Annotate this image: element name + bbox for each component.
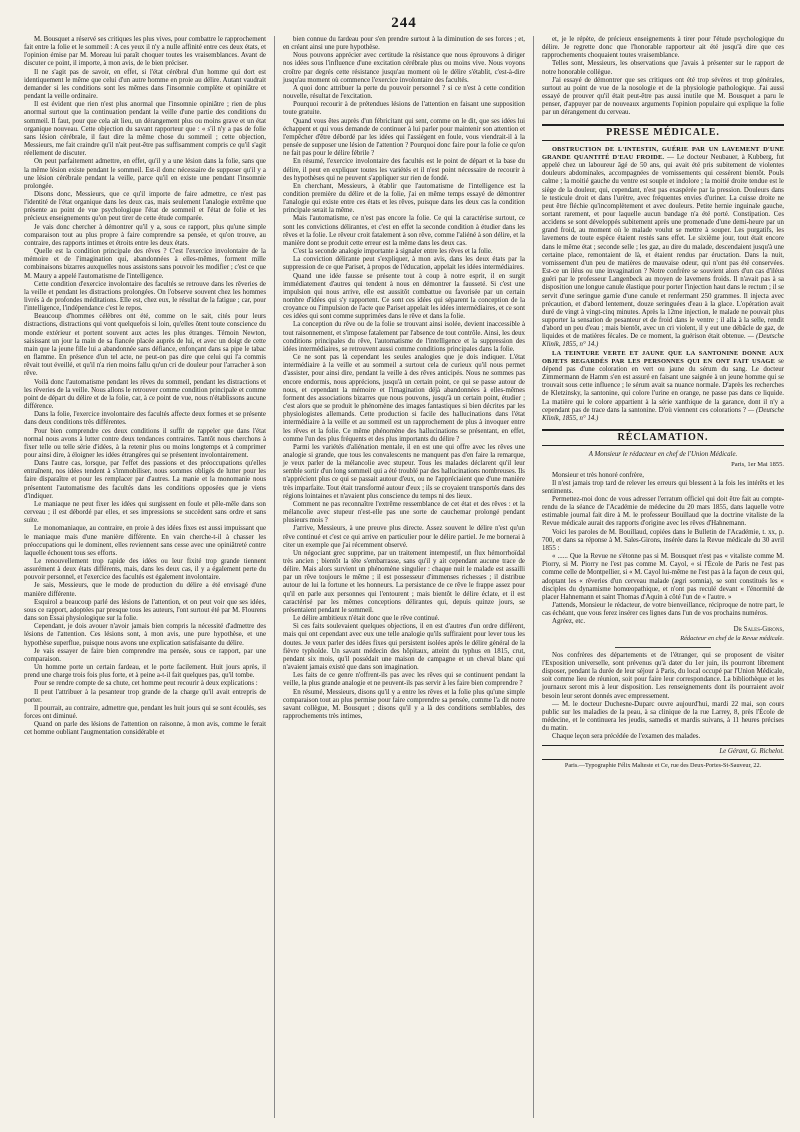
press-item-text: se dépend pas d'une coloration en vert ou jaune du sérum du sang. Le docteur Zimmermann de Hamm s'en est assuré en faisant une saignée à un jeune homme qui se trouvait sous cette influence ; le sérum avait sa nuance normale. D'après les recherches de Kletzinsky, la santonine, qui colore l'urine en orange, ne passe pas dans ce liquide. La matière qui le colore appartient à la série xanthique de la garance, dont il n'y a cependant pas de trace dans la santonine. D'où viennent ces colorations ? bbox=[542, 357, 784, 414]
paragraph: Je vais donc chercher à démontrer qu'il y a, sous ce rapport, plus qu'une simple comparaison tout au plus propre à faire comprendre sa pensée, et qu'on trouve, au contraire, des rapports intimes et étroits entre les deux états. bbox=[24, 223, 266, 247]
column-2 bbox=[274, 36, 525, 1118]
divider bbox=[615, 647, 712, 648]
letter-paragraph: Il n'est jamais trop tard de relever les erreurs qui blessent à la fois les intérêts et les sentiments. bbox=[542, 479, 784, 495]
letter-paragraph: « ...... Que la Revue ne s'étonne pas si M. Bousquet n'est pas « vitaliste comme M. Piorry, si M. Piorry ne l'est pas comme M. Cayol, « si l'École de Paris ne l'est pas comme celle de Montpellier, si « M. Cayol lui-même ne l'est pas à la façon de ceux qui, adoptant les « rêveries d'un cerveau malade (ægri somnia), se sont constitués les « disciples du dynamisme homœopathique, et n'ont pas reculé devant « l'énormité de placer Hahnemann et saint Thomas d'Aquin à côté l'un de « l'autre. » bbox=[542, 553, 784, 601]
press-item-heading: OBSTRUCTION DE L'INTESTIN, GUÉRIE PAR UN LAVEMENT D'UNE GRANDE QUANTITÉ D'EAU FROIDE. bbox=[542, 145, 784, 161]
paragraph: C'est la seconde analogie importante à signaler entre les rêves et la folie. bbox=[293, 248, 493, 256]
signature-role: Rédacteur en chef de la Revue médicale. bbox=[680, 634, 784, 642]
paragraph: Ce ne sont pas là cependant les seules analogies que je dois indiquer. L'état intermédiaire à la veille et au sommeil a surtout cela de curieux qu'il nous permet d'assister, pour ainsi dire, pendant la veille à des rêves anticipés. Nous ne sommes pas encore endormis, nous apprécions, jusqu'à un certain point, ce qui se passe autour de nous, et cependant la mémoire et l'imagination déjà abandonnées à elles-mêmes forment des associations bizarres que nous pouvons, jusqu'à un certain point, étudier ; c'est alors que se produit le phénomène des images fantastiques si bien décrites par les physiologistes allemands. Cette production si facile des hallucinations dans l'état intermédiaire à la veille et au sommeil est un rapprochement de plus à invoquer entre les rêves et la folie. Ce même phénomène des hallucinations se présentant, en effet, comme l'un des plus fréquents et des plus importants du délire ? bbox=[283, 354, 525, 443]
paragraph: Le renouvellement trop rapide des idées ou leur fixité trop grande tiennent assurément à deux états différents, mais, dans les deux cas, il y a également perte du pouvoir personnel, et l'exercice des facultés est également involontaire. bbox=[24, 558, 266, 582]
letter-date: Paris, 1er Mai 1855. bbox=[731, 461, 784, 469]
paragraph: bien connue du fardeau pour s'en prendre surtout à la diminution de ses forces ; et, en créant ainsi une pure hypothèse. bbox=[283, 36, 525, 52]
press-item-source: — (Deutsche Klinik, 1855, n° 14.) bbox=[542, 333, 784, 349]
paragraph: Voilà donc l'automatisme pendant les rêves du sommeil, pendant les distractions et les rêveries de la veille. Nous allons le retrouver comme condition principale et comme point de départ du délire et de la folie, car, à ce point de vue, nous n'établissons aucune différence. bbox=[24, 378, 266, 411]
press-item-heading: LA TEINTURE VERTE ET JAUNE QUE LA SANTONINE DONNE AUX OBJETS REGARDÉS PAR LES PERSONNES QUI EN ONT FAIT USAGE bbox=[542, 349, 784, 365]
paragraph: J'ai essayé de démontrer que ses critiques ont été trop sévères et trop générales, surtout au point de vue de la nosologie et de la physiologie pathologique. J'ai aussi essayé de prouver qu'il était peut-être pas aussi inutile que M. Bousquet a paru le penser, d'appuyer par de nouveaux arguments l'opinion populaire qui explique la folie par un dérangement du cerveau. bbox=[542, 76, 784, 117]
paragraph: Un négociant grec supprime, par un traitement intempestif, un flux hémorrhoïdal très ancien ; bientôt la tête s'embarrasse, sans qu'il y ait cependant aucune trace de délire. Mais alors survient un phénomène singulier : chaque nuit le malade est assailli par un rêve toujours le même ; il est possesseur d'immenses richesses ; il distribue autour de lui la fortune et les honneurs. La persistance de ce rêve le frappe assez pour qu'il en parle aux personnes qui l'entourent ; mais bientôt le délire éclate, et il est caractérisé par les mêmes conceptions délirantes qui, depuis quinze jours, se présentaient pendant le sommeil. bbox=[283, 549, 525, 614]
paragraph: Quand vous êtes auprès d'un fébricitant qui sent, comme on le dit, que ses idées lui échappent et qui vous demande de continuer à lui parler pour maintenir son attention et l'empêcher d'être débordé par les idées qui l'assiègent en foule, vous viendrait-il à la pensée de supposer une lésion de l'attention ? Pourquoi donc faire pour la folie ce qu'on ne fait pas pour le délire fébrile ? bbox=[283, 117, 525, 158]
press-item bbox=[542, 350, 784, 423]
paragraph: Le maniaque ne peut fixer les idées qui surgissent en foule et pêle-mêle dans son cerveau ; il est débordé par elles, et ses impressions se succèdent sans ordre et sans suite. bbox=[24, 500, 266, 525]
paragraph: A quoi donc attribuer la perte du pouvoir personnel ? si ce n'est à cette condition nouvelle, résultat de l'excitation. bbox=[283, 84, 525, 101]
press-item-source: — (Deutsche Klinik, 1855, n° 14.) bbox=[542, 406, 784, 422]
paragraph: Il peut l'attribuer à la pesanteur trop grande de la charge qu'il avait entrepris de porter. bbox=[24, 688, 266, 704]
letter-paragraph: J'attends, Monsieur le rédacteur, de votre bienveillance, réciproque de notre part, le cas échéant, que vous ferez insérer ces lignes dans l'un de vos prochains numéros. bbox=[542, 602, 784, 618]
paragraph: Dans la folie, l'exercice involontaire des facultés affecte deux formes et se présente dans deux conditions très différentes. bbox=[24, 411, 266, 427]
column-3-intro bbox=[542, 36, 784, 118]
paragraph: En cherchant, Messieurs, à établir que l'automatisme de l'intelligence est la condition première du délire et de la folie, j'ai en même temps essayé de démontrer l'analogie qui existe entre ces états et les rêves, puisque dans les deux cas la condition principale serait la même. bbox=[283, 182, 525, 215]
notice-paragraph: — M. le docteur Duchesne-Duparc ouvre aujourd'hui, mardi 22 mai, son cours public sur les maladies de la peau, à sa clinique de la rue Larrey, 8, près l'École de médecine, et le continuera les jeudis, samedis et mardis suivans, à 11 heures précises du matin. bbox=[542, 700, 784, 733]
imprint-line: Paris.—Typographie Félix Malteste et Ce, rue des Deux-Portes-St-Sauveur, 22. bbox=[542, 759, 784, 770]
paragraph: J'arrive, Messieurs, à une preuve plus directe. Assez souvent le délire n'est qu'un rêve continué et c'est ce qui arrive en particulier pour le délire partiel. Je me bornerai à citer un exemple que j'ai récemment observé. bbox=[283, 525, 525, 549]
letter-body bbox=[542, 472, 784, 627]
press-item-text: — Le docteur Neubauer, à Kubberg, fut appelé chez un laboureur âgé de 50 ans, qui avait été pris subitement de violentes douleurs abdominales, accompagnées de vomissements qui cessèrent bientôt. Pouls calme ; la moitié gauche du ventre est souple et indolore ; la moitié droite tendue est le siège de la douleur, qui, cependant, n'est pas exaspérée par la pression. Douleurs dans le testicule droit et dans l'urètre, avec fréquentes envies d'uriner. La cuisse droite ne peut être fléchie qu'incomplètement et avec douleurs. Petite hernie inguinale gauche, sortant rarement, et pour laquelle aucun bandage n'a été porté. Constipation. Ces accidens se sont développés subitement après une promenade d'une demi-heure par un grand froid, au moment où le malade voulut se mettre à souper. Les purgatifs, les lavemens de toute espèce étaient restés sans effet. Le sixième jour, tout était encore dans le même état ; seconde selle ; les gaz, au dire du malade, descendaient jusqu'à une certaine place, remontaient de là, et étaient rendus par éructation. Dans la nuit, vomissement d'un peu de matières de mauvaise odeur, qui n'ont pas été conservées. Est-ce un iléus ou une invagination ? Notre confrère se souvient alors d'un cas d'iléus guéri par le professeur Langenbeck au moyen de lavemens froids. Il n'avait pas à sa disposition une longue canule élastique pour porter l'injection haut dans le rectum ; il se servit d'une seringue garnie d'une canule et renfermant 250 grammes. Il injecta avec précaution, et d'abord lentement, douze seringuées d'eau à la glace. L'opération avait duré de vingt à vingt-cinq minutes. Après la 12me injection, le malade ne pouvait plus supporter la sensation de pesanteur et de froid dans le ventre ; il alla à la selle, rendit d'abord un peu d'eau ; mais bientôt, avec un cri violent, il y eut une débâcle de gaz, de liquides et de matières fécales. De ce moment, la guérison était obtenue. bbox=[542, 153, 784, 341]
paragraph: On peut parfaitement admettre, en effet, qu'il y a une lésion dans la folie, sans que la même lésion existe pendant le sommeil. Est-il donc nécessaire de supposer qu'il y a une lésion cérébrale pendant la veille, parce qu'il en existe une pendant l'insomnie prolongée. bbox=[24, 158, 266, 190]
closing-notices bbox=[542, 652, 784, 742]
paragraph: En résumé, Messieurs, disons qu'il y a entre les rêves et la folie plus qu'une simple comparaison tout au plus permise pour faire comprendre sa pensée, comme l'a dit notre savant collègue, M. Bousquet ; disons qu'il y a là des conditions semblables, des rapprochements très intimes, bbox=[283, 688, 525, 720]
paragraph: La conception du rêve ou de la folie se trouvant ainsi isolée, devient inaccessible à tout raisonnement, et s'impose fatalement par l'absence de tout contrôle. Ainsi, les deux conditions principales du rêve, l'automatisme de l'intelligence et la suppression des idées intermédiaires, se retrouvent aussi comme conditions principales dans la folie. bbox=[283, 321, 525, 353]
paragraph: Un homme porte un certain fardeau, et le porte facilement. Huit jours après, il prend une charge trois fois plus forte, et à peine a-t-il fait quelques pas, qu'il tombe. bbox=[24, 664, 266, 680]
paragraph: Quand on parle des lésions de l'attention on raisonne, à mon avis, comme le ferait cet homme oubliant l'augmentation considérable et bbox=[24, 721, 266, 737]
paragraph: Telles sont, Messieurs, les observations que j'avais à présenter sur le rapport de notre honorable collègue. bbox=[542, 60, 784, 76]
paragraph: Le délire ambitieux n'était donc que le rêve continué. bbox=[293, 615, 440, 623]
paragraph: M. Bousquet a réservé ses critiques les plus vives, pour combattre le rapprochement fait entre la folie et le sommeil : A ces yeux il n'y a nulle affinité entre ces deux états, et l'opinion émise par M. Moreau lui paraît choquer toutes les vraisemblances. Avant de discuter ce point, il importe, à mon avis, de le bien préciser. bbox=[24, 36, 266, 68]
paragraph: et, je le répète, de précieux enseignements à tirer pour l'étude psychologique du délire. Je regrette donc que l'honorable rapporteur ait été jusqu'à dire que ces rapprochements choquaient toutes vraisemblance. bbox=[542, 36, 784, 60]
paragraph: Dans l'autre cas, lorsque, par l'effet des passions et des préoccupations qu'elles entraînent, nos idées tendent à s'immobiliser, nous sommes obligés de lutter pour les faire disparaître et pour les remplacer par d'autres. La manie et la monomanie nous présentent l'automatisme des facultés dans les conditions opposées que je viens d'indiquer. bbox=[24, 460, 266, 500]
paragraph: Les faits de ce genre n'offrent-ils pas avec les rêves qui se continuent pendant la veille, la plus grande analogie et ne peuvent-ils pas servir à les faire bien comprendre ? bbox=[283, 672, 525, 688]
paragraph: Pour bien comprendre ces deux conditions il suffit de rappeler que dans l'état normal nous avons à lutter contre deux tendances contraires. Tantôt nous cherchons à fixer telle ou telle série d'idées, à la retenir plus ou moins longtemps et à comprimer pour ainsi dire, à éloigner les idées étrangères qui se présentent involontairement. bbox=[24, 427, 266, 459]
paragraph: Esquirol a beaucoup parlé des lésions de l'attention, et on peut voir que ses idées, sous ce rapport, adoptées par presque tous les auteurs, l'ont surtout été par M. Flourens dans son Essai physiologique sur la folie. bbox=[24, 598, 266, 623]
letter-paragraph: Permettez-moi donc de vous adresser l'erratum officiel qui doit être fait au compte-rendu de la séance de l'Académie de médecine du 20 mars 1855, dans laquelle votre estimable journal fait dire à M. le professeur Bouillaud que la doctrine vitaliste de la Revue médicale aurait des rapports d'origine avec les rêves d'Hahnemann. bbox=[542, 495, 784, 528]
signature: Dr Sales-Girons, bbox=[733, 626, 784, 634]
paragraph: Pourquoi recourir à de prétendues lésions de l'attention en faisant une supposition toute gratuite. bbox=[283, 101, 525, 117]
gerant-line: Le Gérant, G. Richelot. bbox=[542, 745, 784, 756]
letter-heading: A Monsieur le rédacteur en chef de l'Union Médicale. bbox=[588, 451, 738, 459]
paragraph: Si ces faits soulevaient quelques objections, il en est d'autres d'un ordre différent, mais qui ont cependant avec eux une telle analogie qu'ils suffiraient pour lever tous les doutes. Je veux parler des idées fixes qui persistent isolées après le délire général de la fièvre typhoïde. Un savant médecin des hôpitaux, atteint du typhus en 1815, crut, pendant six mois, qu'il possédait une maison de campagne et un cheval blanc qui n'avaient jamais existé que dans son imagination. bbox=[283, 623, 525, 672]
paragraph: Il est évident que rien n'est plus anormal que l'insomnie opiniâtre ; rien de plus anormal surtout que la continuation pendant la veille d'une partie des conditions du sommeil. Il faut, pour que cela ait lieu, un dérangement plus ou moins grave et un état organique nouveau. Cette objection du savant rapporteur que : « s'il n'y a pas de folie sans lésion cérébrale, il faut dire la même chose du sommeil ; cette objection, Messieurs, me fait craindre qu'il n'ait peut-être pas suffisamment compris ce qu'il s'agit réellement de discuter. bbox=[24, 101, 266, 158]
letter-paragraph: Voici les paroles de M. Bouillaud, copiées dans le Bulletin de l'Académie, t. xx, p. 700, et dans sa réponse à M. Sales-Girons, insérée dans la Revue médicale du 30 avril 1855 : bbox=[542, 528, 784, 552]
paragraph: Beaucoup d'hommes célèbres ont été, comme on le sait, cités pour leurs distractions, distractions qui vont quelquefois si loin, qu'elles ôtent toute conscience du monde extérieur et portent souvent aux actes les plus étranges. Témoin Newton, saisissant un jour la main de sa fiancée placée auprès de lui, et avec un doigt de cette main que la jeune fille lui a abandonnée sans défiance, enfonçant dans sa pipe le tabac en flamme. En présence d'un tel acte, ne peut-on pas dire que celui qui l'a commis rêvait tout éveillé, et qu'il n'a rien moins fallu qu'un cri de douleur pour l'arracher à son rêve. bbox=[24, 313, 266, 378]
paragraph: Je vais essayer de faire bien comprendre ma pensée, sous ce rapport, par une comparaison. bbox=[24, 647, 266, 663]
paragraph: Mais l'automatisme, ce n'est pas encore la folie. Ce qui la caractérise surtout, ce sont les convictions délirantes, et c'est en effet la seconde condition à étudier dans les rêves et la folie. Le rêveur croit fatalement à son rêve, comme l'aliéné à son délire, et la manière dont se produit cette erreur est la même dans les deux cas. bbox=[283, 215, 525, 247]
section-title-reclamation: RÉCLAMATION. bbox=[542, 429, 784, 446]
paragraph: Il pourrait, au contraire, admettre que, pendant les huit jours qui se sont écoulés, ses forces ont diminué. bbox=[24, 704, 266, 720]
notice-paragraph: Chaque leçon sera précédée de l'examen des malades. bbox=[552, 733, 701, 741]
paragraph: En résumé, l'exercice involontaire des facultés est le point de départ et la base du délire, il peut en expliquer toutes les variétés et il n'est point nécessaire de recourir à des hypothèses qui ne peuvent s'appliquer sur rien de fondé. bbox=[283, 158, 525, 182]
paragraph: Il ne s'agit pas de savoir, en effet, si l'état cérébral d'un homme qui dort est identiquement le même que celui d'un autre homme en proie au délire. Autant vaudrait demander si les conditions sont les mêmes dans l'insomnie complète et opiniâtre et pendant la veille ordinaire. bbox=[24, 68, 266, 101]
letter-paragraph: Agréez, etc. bbox=[552, 618, 586, 626]
paragraph: Parmi les variétés d'aliénation mentale, il en est une qui offre avec les rêves une analogie si grande, que tous les convalescents ne manquent pas d'en faire la remarque, je veux parler de la mélancolie avec stupeur. Tous les malades déclarent qu'il leur semble sortir d'un long sommeil qui a été troublé par des hallucinations nombreuses. Ils n'apprécient plus ce qui se passait autour d'eux, ou ne l'appréciaient que d'une manière très imparfaite. Tout était transformé autour d'eux ; ils se croyaient transportés dans des régions lointaines et n'avaient plus conscience du temps ni des lieux. bbox=[283, 443, 525, 500]
section-title-presse-medicale: PRESSE MÉDICALE. bbox=[542, 124, 784, 141]
columns bbox=[24, 36, 784, 1118]
paragraph: Le monomaniaque, au contraire, en proie à des idées fixes est aussi impuissant que le maniaque mais d'une manière différente. En vain cherche-t-il à chasser les préoccupations qui le dominent, elles reviennent sans cesse avec une opiniâtreté contre laquelle échouent tous ses efforts. bbox=[24, 525, 266, 557]
paragraph: Disons donc, Messieurs, que ce qu'il importe de faire admettre, ce n'est pas l'identité de l'état organique dans les deux cas, mais seulement l'analogie extrême que présente au point de vue psychologique l'état de sommeil et l'état de folie et les précieux enseignements qu'on peut tirer de cette étude comparée. bbox=[24, 190, 266, 223]
paragraph: Cependant, je dois avouer n'avoir jamais bien compris la nécessité d'admettre des lésions de l'attention. Ces lésions sont, à mon avis, une pure hypothèse, et une hypothèse superflue, puisque nous avons une explication satisfaisante du délire. bbox=[24, 623, 266, 647]
letter-paragraph: Monsieur et très honoré confrère, bbox=[552, 471, 645, 479]
column-3 bbox=[533, 36, 784, 1118]
notice-paragraph: Nos confrères des départements et de l'étranger, qui se proposent de visiter l'Exposition universelle, sont prévenus qu'à dater du 1er juin, ils pourront librement disposer, pendant la durée de leur séjour à Paris, du local occupé par l'Union Médicale, soit comme lieu de réunion, soit pour faire leur correspondance. La bibliothèque et les journaux seront mis à leur disposition. Les renseignements dont ils pourraient avoir besoin leur seront donnés avec empressement. bbox=[542, 651, 784, 700]
paragraph: Pour se rendre compte de sa chute, cet homme peut recourir à deux explications : bbox=[34, 680, 258, 688]
press-item bbox=[542, 146, 784, 350]
paragraph: La conviction délirante peut s'expliquer, à mon avis, dans les deux états par la suppression de ce que Pariset, à propos de l'éducation, appelait les idées intermédiaires. bbox=[283, 256, 525, 272]
paragraph: Quelle est la condition principale des rêves ? C'est l'exercice involontaire de la mémoire et de l'imagination qui, abandonnées à elles-mêmes, forment mille combinaisons bizarres auxquelles nous assistons sans pouvoir les modifier ; c'est ce que M. Maury a appelé l'automatisme de l'intelligence. bbox=[24, 248, 266, 280]
press-items bbox=[542, 146, 784, 423]
page-number: 244 bbox=[391, 15, 417, 31]
paragraph: Nous pouvons apprécier avec certitude la résistance que nous éprouvons à diriger nos idées sous l'influence d'une excitation cérébrale plus ou moins vive. Nous voyons croître par degrés cette résistance jusqu'au moment où le délire s'établit, c'est-à-dire jusqu'au moment où commence l'exercice involontaire des facultés. bbox=[283, 52, 525, 84]
paragraph: Comment ne pas reconnaître l'extrême ressemblance de cet état et des rêves : et la mélancolie avec stupeur n'est-elle pas une sorte de cauchemar prolongé pendant plusieurs mois ? bbox=[283, 500, 525, 525]
column-1 bbox=[24, 36, 266, 1118]
paragraph: Quand une idée fausse se présente tout à coup à notre esprit, il en surgit immédiatement d'autres qui tendent à nous en démontrer la fausseté. Si c'est une impulsion qui nous arrive, elle est aussitôt combattue ou favorisée par un certain nombre d'idées qui s'y rapportent. Ce sont ces idées qui séparent la conception de la croyance ou l'impulsion de l'acte que Pariset appelait les idées intermédiaires, et ce sont ces idées qui sont comme supprimées dans le rêve et dans la folie. bbox=[283, 272, 525, 321]
paragraph: Cette condition d'exercice involontaire des facultés se retrouve dans les rêveries de la veille et pendant les distractions prolongées. On l'observe souvent chez les hommes livrés à de profondes méditations. Elle est, chez eux, le résultat de la fatigue ; car, pour l'intelligence, l'indépendance c'est le repos. bbox=[24, 280, 266, 313]
paragraph: Je sais, Messieurs, que le mode de production du délire a été envisagé d'une manière différente. bbox=[24, 582, 266, 598]
